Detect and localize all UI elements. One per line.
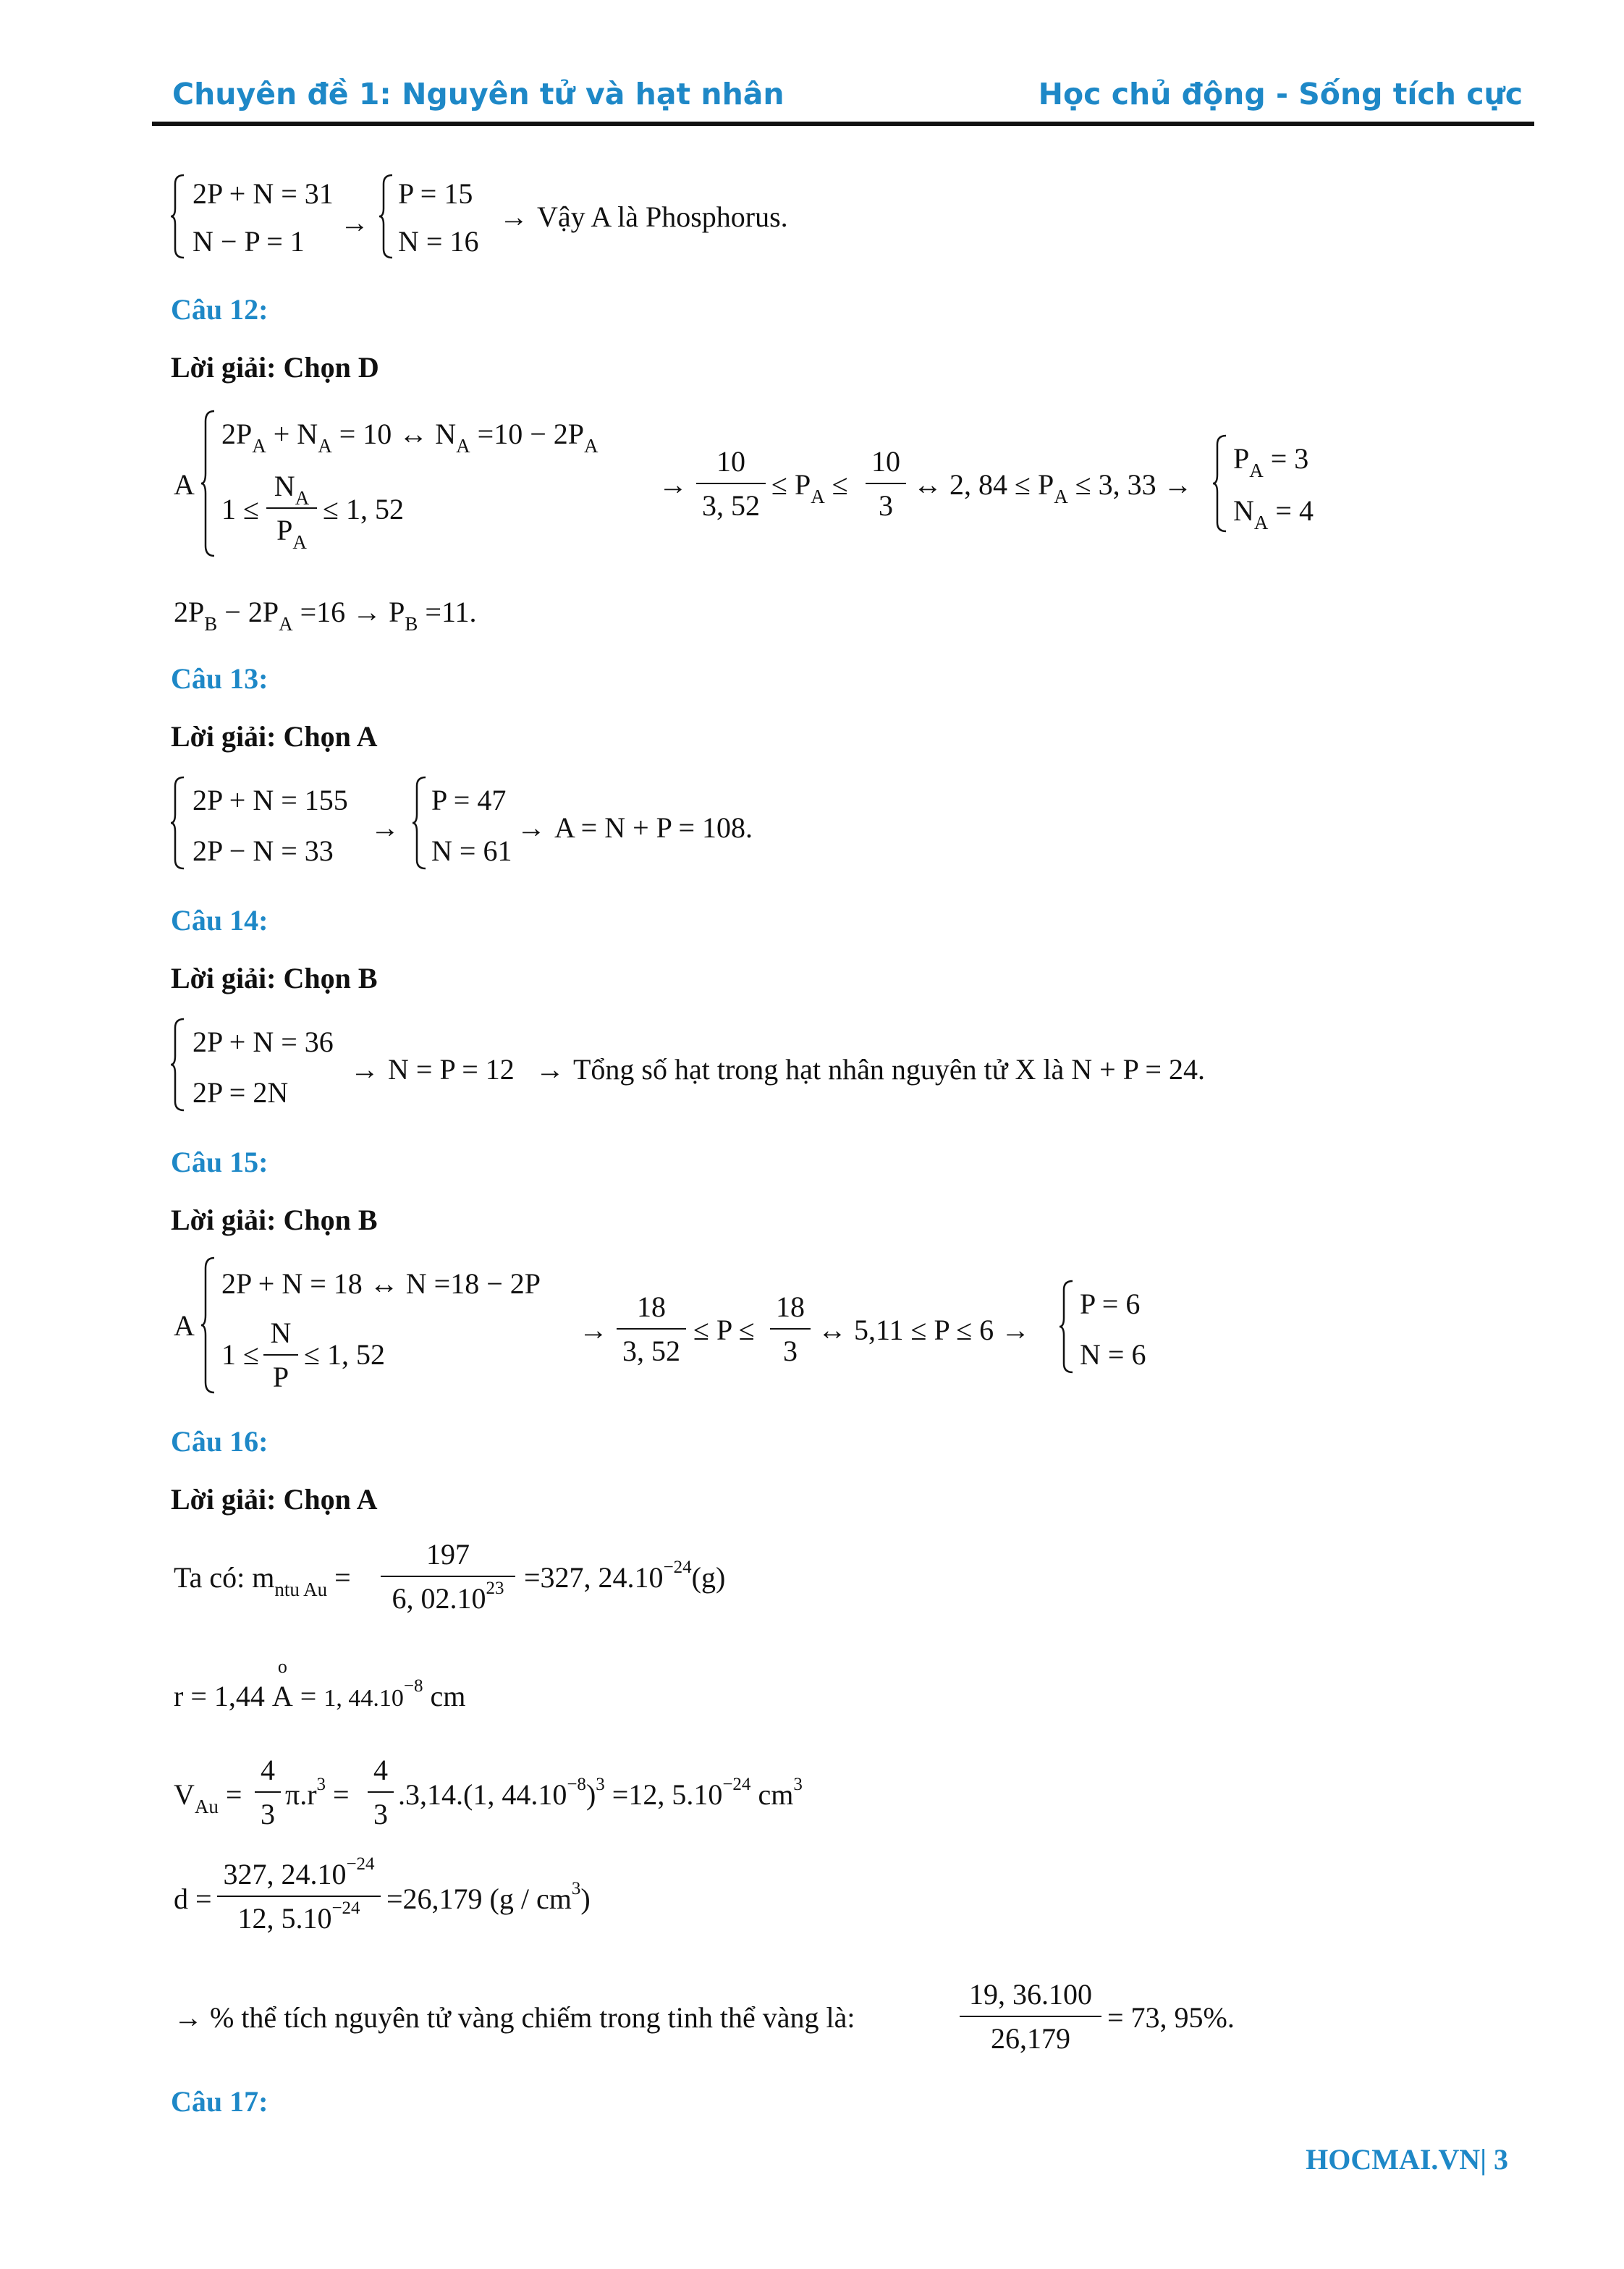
arrow-icon: → xyxy=(499,200,528,233)
footer-separator: | xyxy=(1480,2143,1486,2176)
percent-line: → % thể tích nguyên tử vàng chiếm trong tinh thể vàng là: xyxy=(174,2001,855,2034)
footer-site: HOCMAI.VN xyxy=(1306,2143,1481,2176)
mass-label: Ta có: $m_{ntu Au}$ = xyxy=(174,1561,351,1600)
system-brace xyxy=(169,1018,185,1112)
radius-line: r = 1,44 o A = 1, $44.10^{-8}$ cm xyxy=(174,1656,466,1712)
arrow-icon: → xyxy=(350,1053,379,1086)
equation-line: N = P = 12 xyxy=(388,1053,515,1086)
arrow-icon: → xyxy=(371,811,399,844)
equation-line: P = 15 xyxy=(398,177,473,210)
equation-line: 2P − N = 33 xyxy=(193,834,334,867)
variable-label: A xyxy=(174,468,195,501)
answer-line: Lời giải: Chọn B xyxy=(171,1204,378,1236)
equation-line: 2P + N = 36 xyxy=(193,1026,334,1058)
variable-label: A xyxy=(174,1309,195,1342)
arrow-icon: → xyxy=(517,811,546,844)
question-title: Câu 13: xyxy=(171,662,268,695)
volume-label: $V_{Au}$ = xyxy=(174,1778,242,1817)
fraction: 327, $24.10^{-24}$ 12, $5.10^{-24}$ xyxy=(217,1857,381,1935)
equation-line: 2P + N = 18 ↔ N =18 − 2P xyxy=(221,1267,541,1300)
answer-line: Lời giải: Chọn B xyxy=(171,962,378,994)
system-brace xyxy=(200,1256,216,1394)
system-brace xyxy=(169,776,185,870)
arrow-icon: → xyxy=(579,1314,608,1346)
conclusion-text: Vậy A là Phosphorus. xyxy=(537,200,788,233)
density-result: =26,179 $(g / cm^3)$ xyxy=(386,1879,591,1915)
fraction: 18 3 xyxy=(770,1290,811,1368)
system-brace xyxy=(378,174,394,259)
fraction: 4 3 xyxy=(368,1753,394,1831)
percent-result: = 73, 95%. xyxy=(1107,2001,1235,2034)
arrow-icon: → xyxy=(659,468,688,501)
question-title: Câu 16: xyxy=(171,1425,268,1458)
fraction: 10 3, 52 xyxy=(696,444,766,523)
equation-line: 2P + N = 31 xyxy=(193,177,334,210)
mass-result: =327, $24.10^{-24}(g)$ xyxy=(524,1558,726,1594)
conclusion-text: Tổng số hạt trong hạt nhân nguyên tử X là N + P = 24. xyxy=(573,1053,1205,1086)
answer-line: Lời giải: Chọn A xyxy=(171,720,378,753)
equation-line: P = 47 xyxy=(431,784,507,816)
result-line: N = 6 xyxy=(1080,1338,1146,1371)
system-brace xyxy=(200,410,216,557)
page-footer xyxy=(1306,2142,1508,2176)
volume-expression: $\pi.r^3$ = xyxy=(285,1775,350,1811)
fraction: 10 3 xyxy=(866,444,906,523)
question-title: Câu 12: xyxy=(171,293,268,326)
volume-result: .3,14.(1, $44.10^{-8})^3 =12$, $5.10^{-24}$ $cm^3$ xyxy=(398,1775,803,1811)
page-number: 3 xyxy=(1494,2143,1508,2176)
answer-line: Lời giải: Chọn A xyxy=(171,1483,378,1516)
inequality-prefix: 1 ≤ xyxy=(221,1338,259,1371)
inequality-suffix: ≤ 1, 52 xyxy=(304,1338,385,1371)
system-brace xyxy=(1058,1280,1074,1374)
inequality-prefix: 1 ≤ xyxy=(221,493,259,525)
fraction: 18 3, 52 xyxy=(617,1290,686,1368)
page-header xyxy=(152,74,1534,120)
density-label: d = xyxy=(174,1883,212,1915)
equation-line: $2P_A + N_A = 10$ ↔ $N_A =10 - 2P_A$ xyxy=(221,418,599,457)
question-title: Câu 17: xyxy=(171,2085,268,2118)
equation-line: 2P = 2N xyxy=(193,1076,289,1109)
fraction: 4 3 xyxy=(255,1753,281,1831)
equation-line: N = 61 xyxy=(431,834,512,867)
inequality-middle: ≤ $P_A$ ≤ xyxy=(771,468,848,507)
arrow-icon: → xyxy=(536,1053,564,1086)
fraction: 197 6, 02.10$^{23}$ xyxy=(381,1537,515,1615)
inequality-middle: ≤ P ≤ xyxy=(693,1314,755,1346)
answer-line: Lời giải: Chọn D xyxy=(171,351,379,384)
system-brace xyxy=(411,776,427,870)
header-topic: Chuyên đề 1: Nguyên tử và hạt nhân xyxy=(172,77,784,111)
result-line: $P_A = 3$ xyxy=(1233,442,1309,481)
arrow-icon: → xyxy=(340,206,369,239)
header-divider xyxy=(152,122,1534,126)
system-brace xyxy=(169,174,185,259)
equation-line: N = 16 xyxy=(398,225,479,258)
range-expression: ↔ 2, $84 \le P_A \le 3$, 33 → xyxy=(913,468,1193,507)
system-brace xyxy=(1211,434,1227,533)
question-title: Câu 15: xyxy=(171,1146,268,1178)
fraction: 19, 36.100 26,179 xyxy=(960,1977,1101,2055)
result-line: $N_A = 4$ xyxy=(1233,494,1314,533)
equation-line: 2P + N = 155 xyxy=(193,784,348,816)
question-title: Câu 14: xyxy=(171,904,268,937)
inequality-suffix: ≤ 1, 52 xyxy=(323,493,404,525)
conclusion-text: A = N + P = 108. xyxy=(554,811,753,844)
equation-line: N − P = 1 xyxy=(193,225,305,258)
range-expression: ↔ 5,11 ≤ P ≤ 6 → xyxy=(818,1314,1031,1346)
fraction: $N_A$ $P_A$ xyxy=(266,469,317,547)
result-line: P = 6 xyxy=(1080,1288,1141,1320)
fraction: N P xyxy=(263,1316,298,1394)
header-slogan: Học chủ động - Sống tích cực xyxy=(1038,77,1523,111)
equation-line: $2P_B - 2P_A =16 \to P_B =11$. xyxy=(174,596,477,635)
